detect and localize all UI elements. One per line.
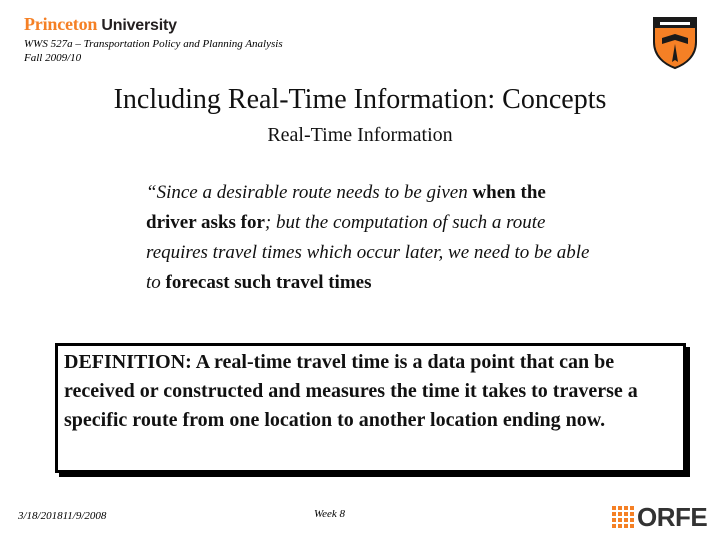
quote-text-1: “Since a desirable route needs to be given	[146, 182, 473, 203]
university-logo-text	[24, 14, 177, 35]
orfe-grid-icon	[612, 506, 634, 528]
slide-title: Including Real-Time Information: Concepts	[113, 84, 607, 115]
quote-emphasis-2: forecast such travel times	[165, 272, 372, 293]
definition-text: DEFINITION: A real-time travel time is a data point that can be received or constructed and measures the time it takes to traverse a specific route from one location to another location ending now.	[64, 351, 638, 431]
quote-text-2: ; but the computation of such a route requires travel times which occur later, we need to be able to	[146, 212, 590, 293]
footer-date: 3/18/201811/9/2008	[18, 510, 107, 522]
princeton-shield-icon	[650, 14, 700, 70]
definition-box	[55, 343, 686, 473]
term-label: Fall 2009/10	[24, 52, 82, 64]
quote-emphasis-1: when the driver asks for	[146, 182, 546, 233]
course-title: WWS 527a – Transportation Policy and Planning Analysis	[24, 38, 283, 50]
orfe-logo-text: ORFE	[637, 502, 708, 532]
slide-subtitle: Real-Time Information	[267, 124, 453, 146]
footer-week: Week 8	[314, 508, 346, 520]
university-name-part1: Princeton	[24, 14, 98, 34]
university-name-part2: University	[97, 17, 177, 34]
orfe-logo	[612, 504, 707, 530]
quote-paragraph	[146, 178, 596, 298]
